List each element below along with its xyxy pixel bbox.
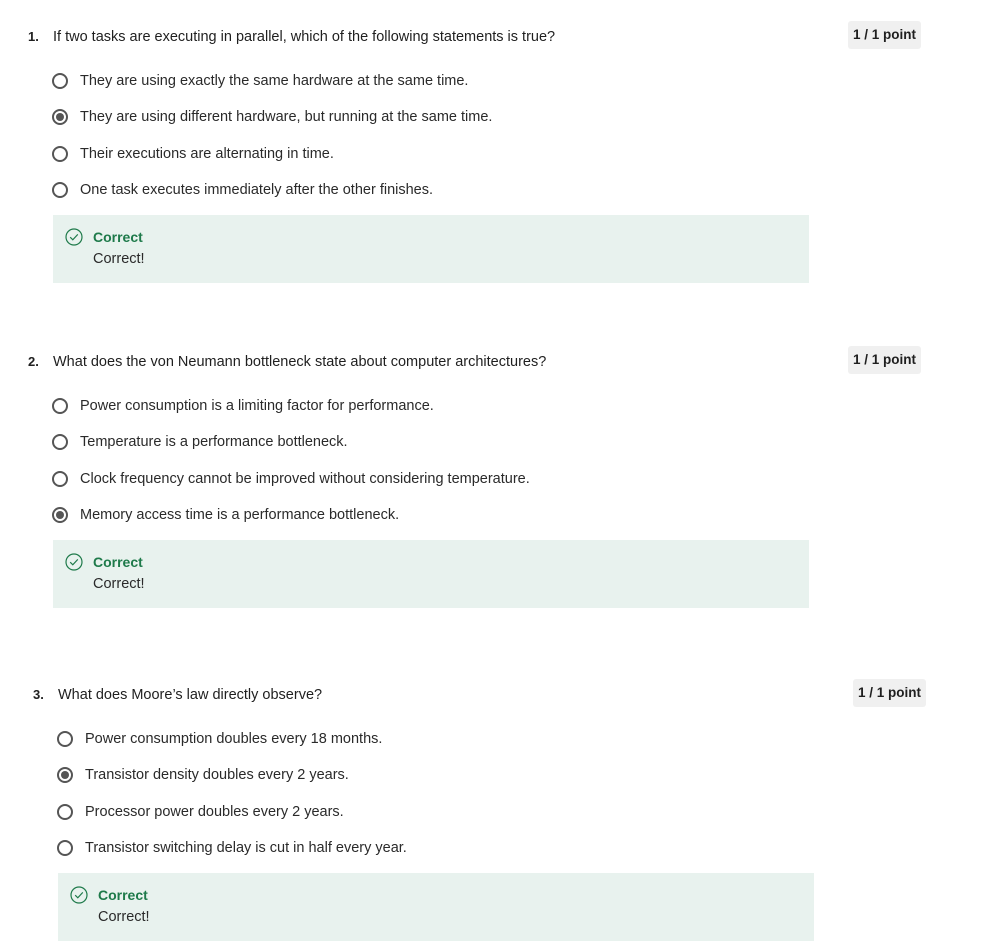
- points-badge: 1 / 1 point: [848, 346, 921, 374]
- answer-label[interactable]: They are using exactly the same hardware at the same time.: [80, 73, 469, 90]
- radio-button[interactable]: [52, 182, 68, 198]
- answer-options: [57, 721, 407, 866]
- answer-option[interactable]: [52, 63, 492, 99]
- answer-label[interactable]: Their executions are alternating in time.: [80, 145, 334, 162]
- question-text: What does the von Neumann bottleneck state about computer architectures?: [53, 354, 547, 370]
- question-text: What does Moore’s law directly observe?: [58, 687, 323, 703]
- radio-button-selected[interactable]: [52, 507, 68, 523]
- radio-button[interactable]: [57, 840, 73, 856]
- points-badge: 1 / 1 point: [848, 21, 921, 49]
- answer-label[interactable]: They are using different hardware, but running at the same time.: [80, 109, 493, 126]
- feedback-body: Correct!: [98, 909, 150, 925]
- answer-option[interactable]: [52, 99, 492, 135]
- answer-option[interactable]: [52, 172, 492, 208]
- feedback-title: Correct: [93, 229, 143, 245]
- radio-button-selected[interactable]: [57, 767, 73, 783]
- feedback-body: Correct!: [93, 251, 145, 267]
- radio-button[interactable]: [57, 804, 73, 820]
- feedback-body: Correct!: [93, 576, 145, 592]
- feedback-box: [58, 873, 814, 941]
- check-circle-icon: [65, 228, 83, 246]
- radio-button[interactable]: [52, 73, 68, 89]
- answer-label[interactable]: Clock frequency cannot be improved without considering temperature.: [80, 470, 530, 487]
- answer-option[interactable]: [52, 388, 530, 424]
- answer-option[interactable]: [52, 136, 492, 172]
- answer-option[interactable]: [57, 794, 407, 830]
- question-number: 1.: [28, 29, 39, 44]
- answer-label[interactable]: One task executes immediately after the other finishes.: [80, 182, 434, 199]
- answer-option[interactable]: [57, 830, 407, 866]
- radio-button-selected[interactable]: [52, 109, 68, 125]
- check-circle-icon: [65, 553, 83, 571]
- check-circle-icon: [70, 886, 88, 904]
- answer-option[interactable]: [57, 757, 407, 793]
- answer-label[interactable]: Temperature is a performance bottleneck.: [80, 434, 348, 451]
- radio-button[interactable]: [52, 471, 68, 487]
- answer-label[interactable]: Power consumption is a limiting factor for performance.: [80, 398, 434, 415]
- points-badge: 1 / 1 point: [853, 679, 926, 707]
- question-text: If two tasks are executing in parallel, which of the following statements is true?: [53, 29, 556, 45]
- answer-option[interactable]: [57, 721, 407, 757]
- answer-label[interactable]: Transistor density doubles every 2 years.: [85, 767, 349, 784]
- feedback-box: [53, 215, 809, 283]
- answer-label[interactable]: Transistor switching delay is cut in half every year.: [85, 840, 407, 857]
- feedback-title: Correct: [98, 887, 148, 903]
- feedback-box: [53, 540, 809, 608]
- question-number: 3.: [33, 687, 44, 702]
- feedback-title: Correct: [93, 554, 143, 570]
- answer-options: [52, 388, 530, 533]
- answer-option[interactable]: [52, 497, 530, 533]
- radio-button[interactable]: [52, 146, 68, 162]
- answer-option[interactable]: [52, 424, 530, 460]
- answer-label[interactable]: Processor power doubles every 2 years.: [85, 803, 344, 820]
- answer-option[interactable]: [52, 461, 530, 497]
- radio-button[interactable]: [57, 731, 73, 747]
- radio-button[interactable]: [52, 434, 68, 450]
- radio-button[interactable]: [52, 398, 68, 414]
- answer-label[interactable]: Memory access time is a performance bottleneck.: [80, 507, 400, 524]
- answer-label[interactable]: Power consumption doubles every 18 months.: [85, 731, 383, 748]
- question-number: 2.: [28, 354, 39, 369]
- answer-options: [52, 63, 492, 208]
